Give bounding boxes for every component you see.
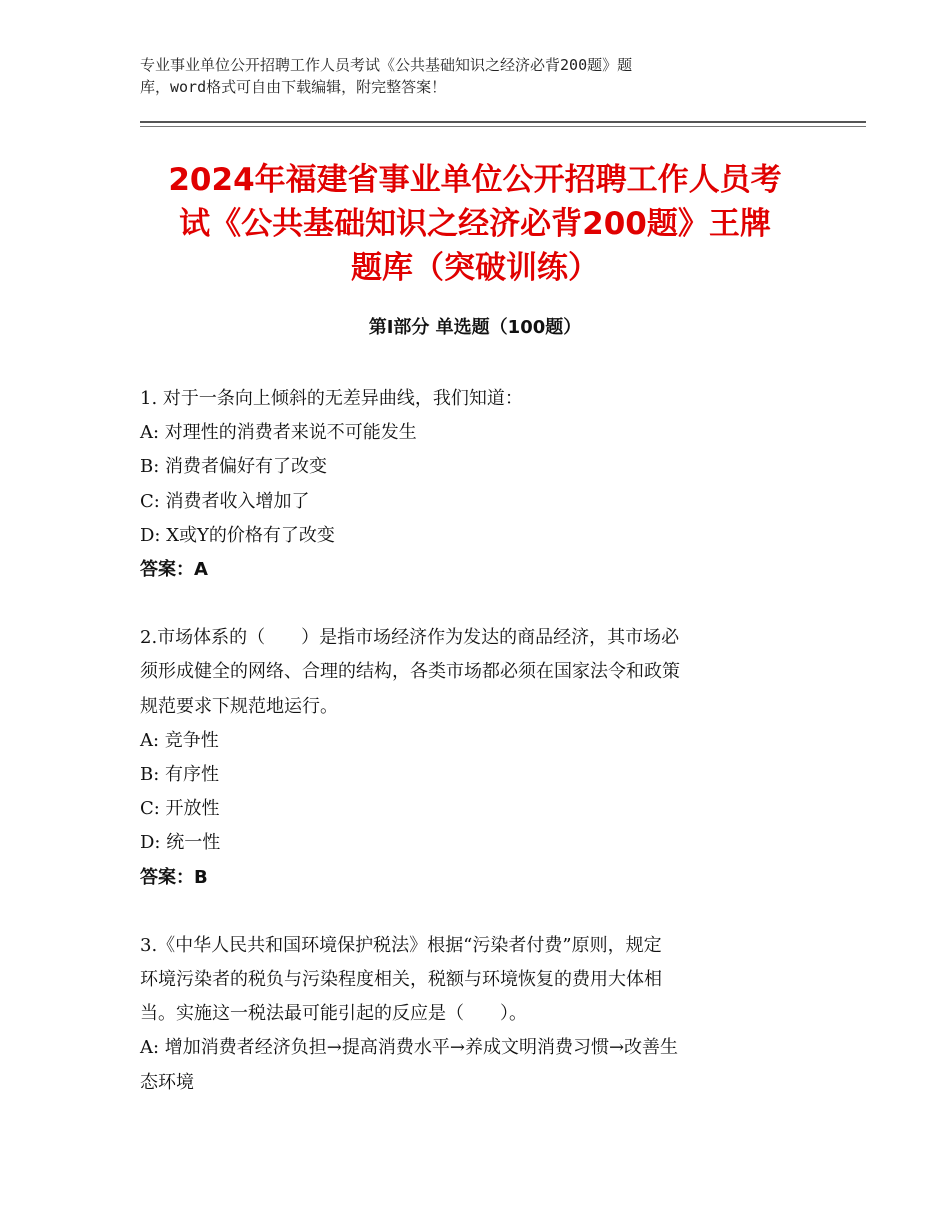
option-a-line-1: A: 增加消费者经济负担→提高消费水平→养成文明消费习惯→改善生 <box>140 1037 679 1059</box>
title-line-3: 题库（突破训练） <box>351 250 599 286</box>
question-2 <box>140 621 810 895</box>
option-c: C: 开放性 <box>140 798 220 820</box>
header-line-1: 专业事业单位公开招聘工作人员考试《公共基础知识之经济必背200题》题 <box>140 56 633 74</box>
question-stem-line-3: 当。实施这一税法最可能引起的反应是（ ）。 <box>140 1003 527 1025</box>
option-c: C: 消费者收入增加了 <box>140 490 310 512</box>
option-b: B: 有序性 <box>140 764 220 786</box>
option-d: D: 统一性 <box>140 832 221 854</box>
title-line-2: 试《公共基础知识之经济必背200题》王牌 <box>179 206 771 242</box>
question-1 <box>140 382 810 587</box>
option-a-line-2: 态环境 <box>140 1071 194 1093</box>
title-line-1: 2024年福建省事业单位公开招聘工作人员考 <box>168 162 782 198</box>
question-stem-line-3: 规范要求下规范地运行。 <box>140 695 338 717</box>
header-rule-thin <box>140 126 866 127</box>
answer-label: 答案：B <box>140 866 208 888</box>
question-list <box>140 382 810 1134</box>
option-a: A: 竞争性 <box>140 729 219 751</box>
question-stem-line-1: 2.市场体系的（ ）是指市场经济作为发达的商品经济，其市场必 <box>140 627 680 649</box>
page-header <box>140 54 820 98</box>
option-a: A: 对理性的消费者来说不可能发生 <box>140 422 417 444</box>
option-d: D: X或Y的价格有了改变 <box>140 524 335 546</box>
header-line-2: 库，word格式可自由下载编辑，附完整答案！ <box>140 78 447 96</box>
option-b: B: 消费者偏好有了改变 <box>140 456 328 478</box>
question-3 <box>140 929 810 1100</box>
question-stem-line-2: 环境污染者的税负与污染程度相关，税额与环境恢复的费用大体相 <box>140 969 662 991</box>
question-stem-line-2: 须形成健全的网络、合理的结构，各类市场都必须在国家法令和政策 <box>140 661 680 683</box>
question-stem: 1. 对于一条向上倾斜的无差异曲线，我们知道： <box>140 388 523 409</box>
document-title <box>130 158 820 290</box>
answer-label: 答案：A <box>140 559 208 581</box>
question-stem-line-1: 3.《中华人民共和国环境保护税法》根据“污染者付费”原则，规定 <box>140 934 662 956</box>
section-title: 第Ⅰ部分 单选题（100题） <box>368 317 582 338</box>
header-rule-thick <box>140 121 866 123</box>
